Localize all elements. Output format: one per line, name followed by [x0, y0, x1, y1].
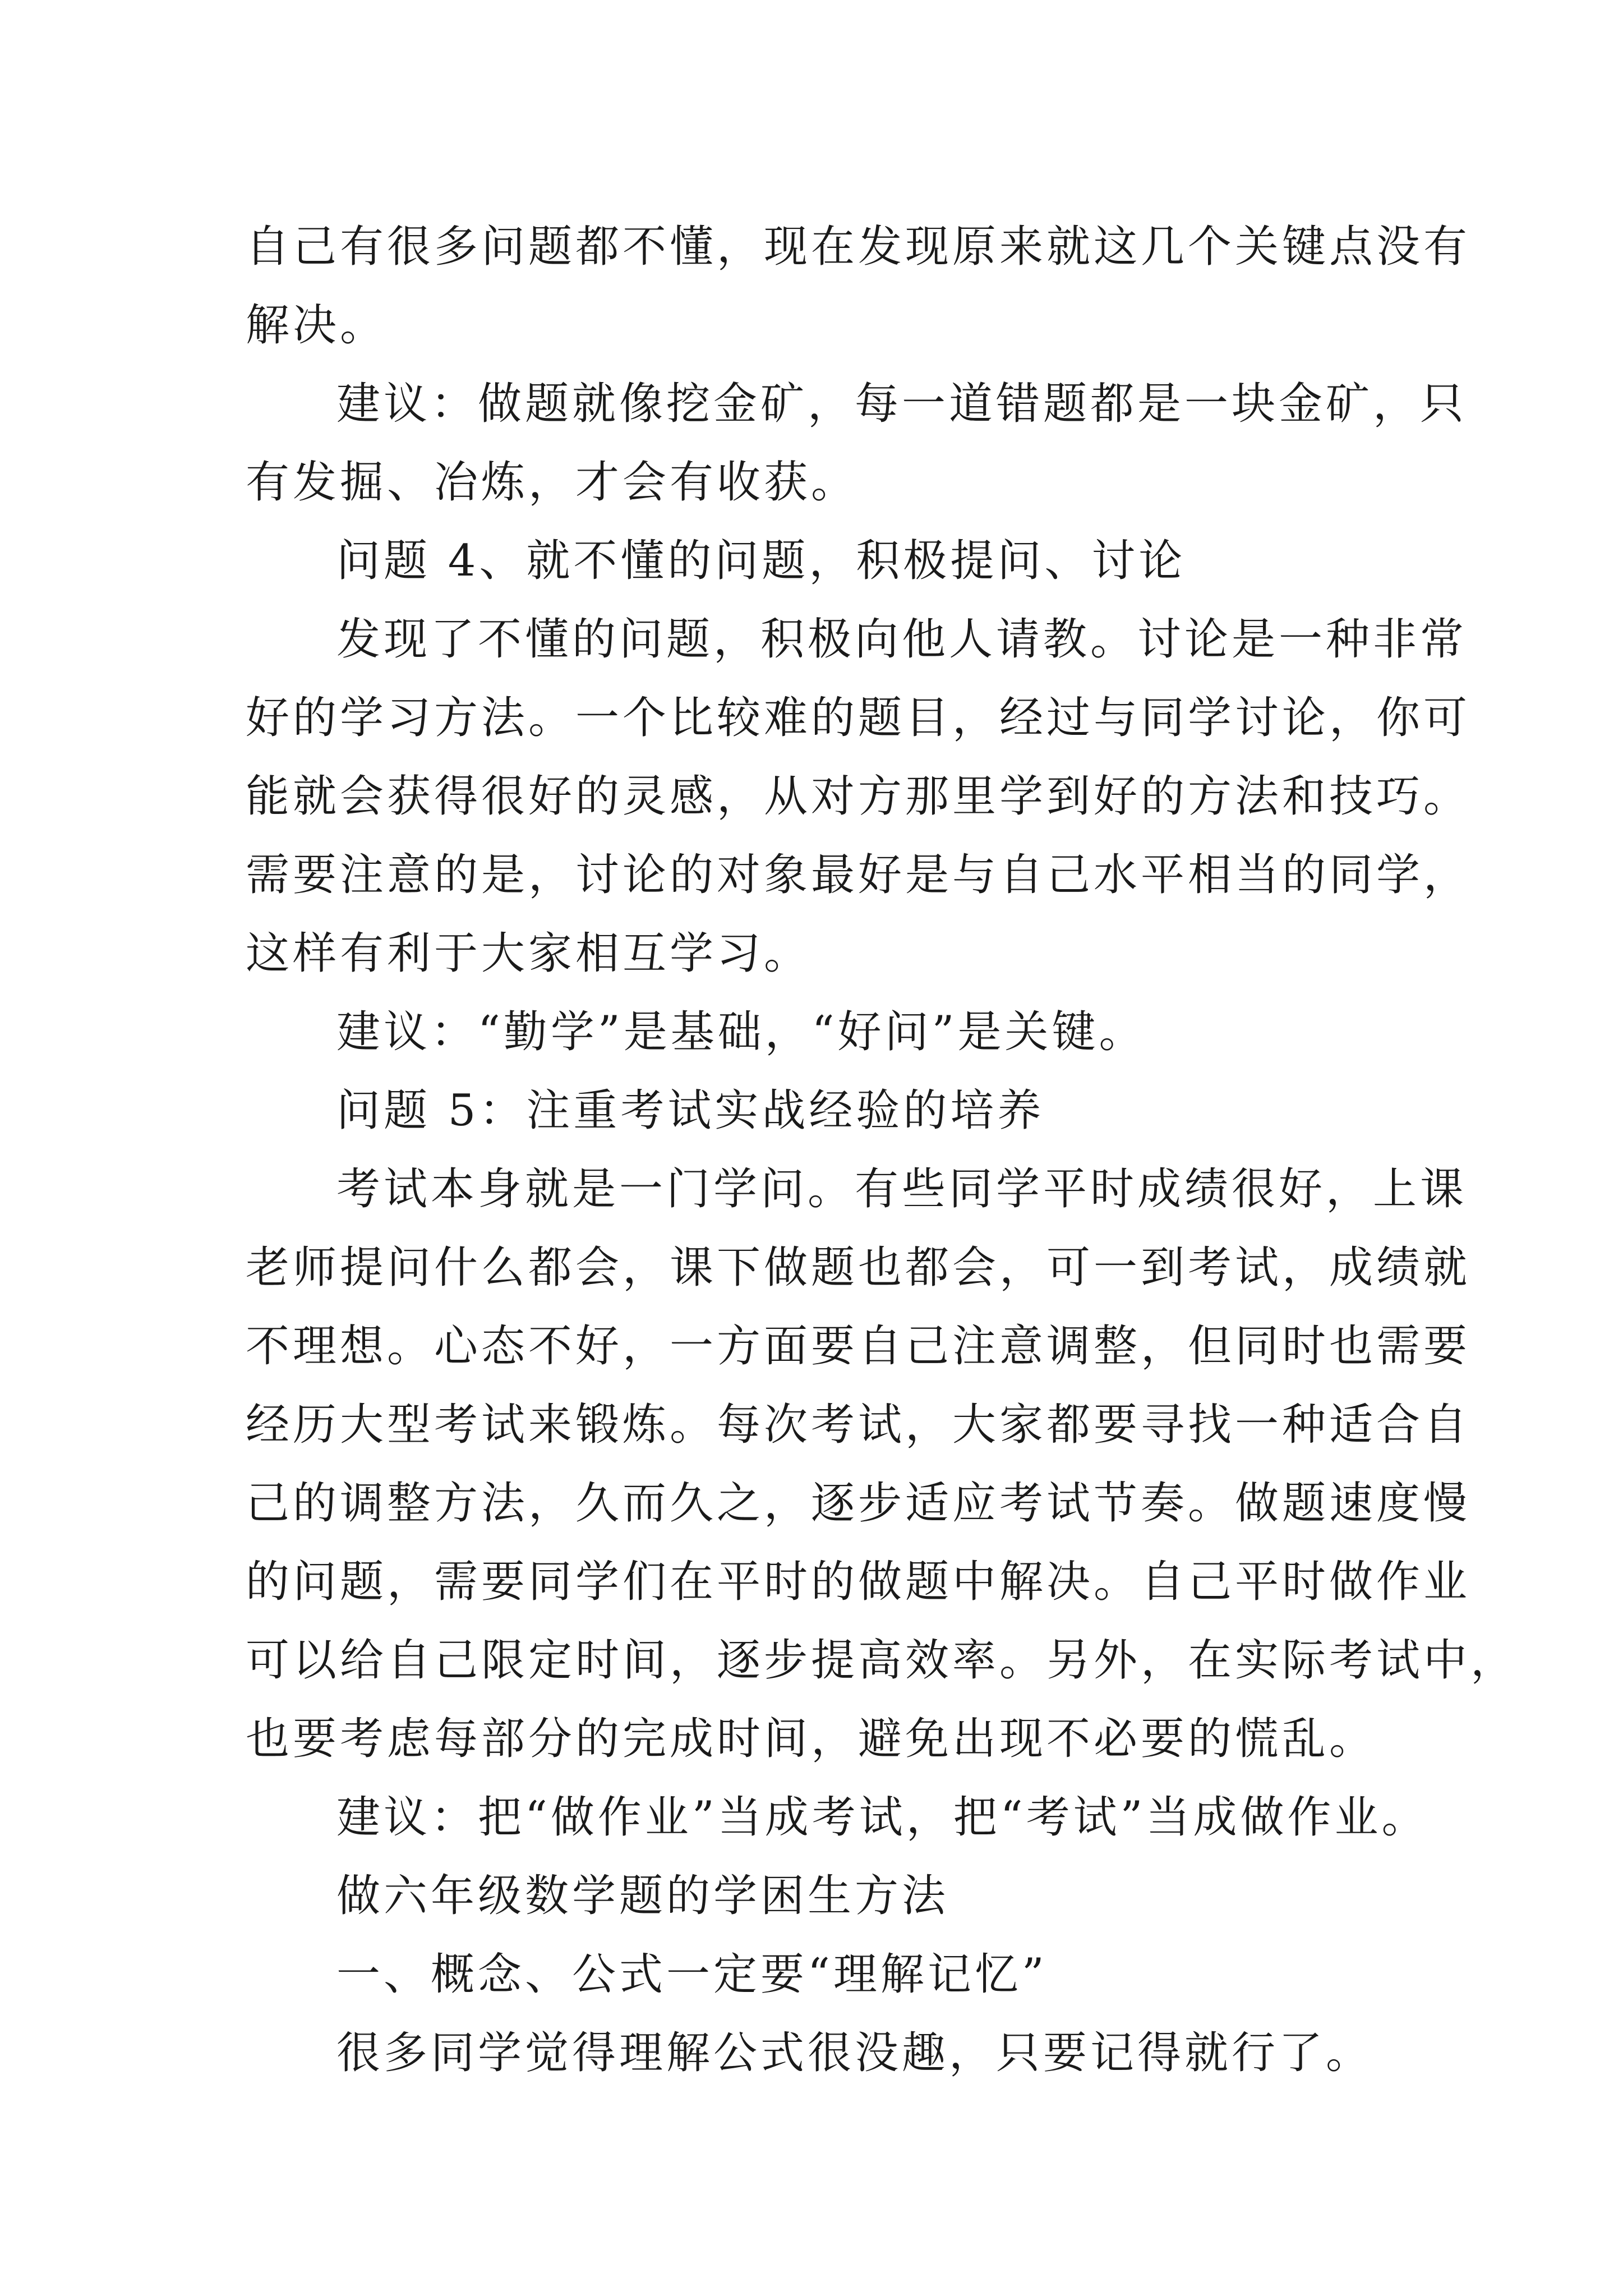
text-line: 很多同学觉得理解公式很没趣，只要记得就行了。 [336, 2028, 1373, 2078]
text-line: 这样有利于大家相互学习。 [246, 928, 811, 979]
text-line: 也要考虑每部分的完成时间，避免出现不必要的慌乱。 [246, 1714, 1377, 1764]
section-heading: 问题 4、就不懂的问题，积极提问、讨论 [336, 536, 1186, 586]
text-line: 有发掘、冶炼，才会有收获。 [246, 457, 859, 508]
text-line: 建议：“勤学”是基础，“好问”是关键。 [336, 1007, 1146, 1057]
text-line: 不理想。心态不好，一方面要自己注意调整，但同时也需要 [246, 1321, 1471, 1372]
text-line: 考试本身就是一门学问。有些同学平时成绩很好，上课 [336, 1164, 1468, 1214]
text-line: 建议：做题就像挖金矿，每一道错题都是一块金矿，只 [336, 379, 1468, 429]
section-heading: 做六年级数学题的学困生方法 [336, 1871, 949, 1921]
document-body [246, 208, 1518, 2092]
text-line: 解决。 [246, 300, 388, 351]
text-line: 需要注意的是，讨论的对象最好是与自己水平相当的同学， [246, 850, 1471, 900]
section-heading: 问题 5：注重考试实战经验的培养 [336, 1085, 1045, 1136]
text-line: 可以给自己限定时间，逐步提高效率。另外，在实际考试中， [246, 1635, 1518, 1686]
text-line: 建议：把“做作业”当成考试，把“考试”当成做作业。 [336, 1792, 1429, 1843]
text-line: 老师提问什么都会，课下做题也都会，可一到考试，成绩就 [246, 1243, 1471, 1293]
text-line: 己的调整方法，久而久之，逐步适应考试节奏。做题速度慢 [246, 1478, 1471, 1529]
text-line: 的问题，需要同学们在平时的做题中解决。自己平时做作业 [246, 1557, 1471, 1607]
text-line: 经历大型考试来锻炼。每次考试，大家都要寻找一种适合自 [246, 1400, 1471, 1450]
text-line: 能就会获得很好的灵感，从对方那里学到好的方法和技巧。 [246, 771, 1471, 822]
text-line: 好的学习方法。一个比较难的题目，经过与同学讨论，你可 [246, 693, 1471, 743]
text-line: 自己有很多问题都不懂，现在发现原来就这几个关键点没有 [246, 222, 1471, 272]
section-heading: 一、概念、公式一定要“理解记忆” [336, 1949, 1048, 2000]
text-line: 发现了不懂的问题，积极向他人请教。讨论是一种非常 [336, 614, 1468, 665]
